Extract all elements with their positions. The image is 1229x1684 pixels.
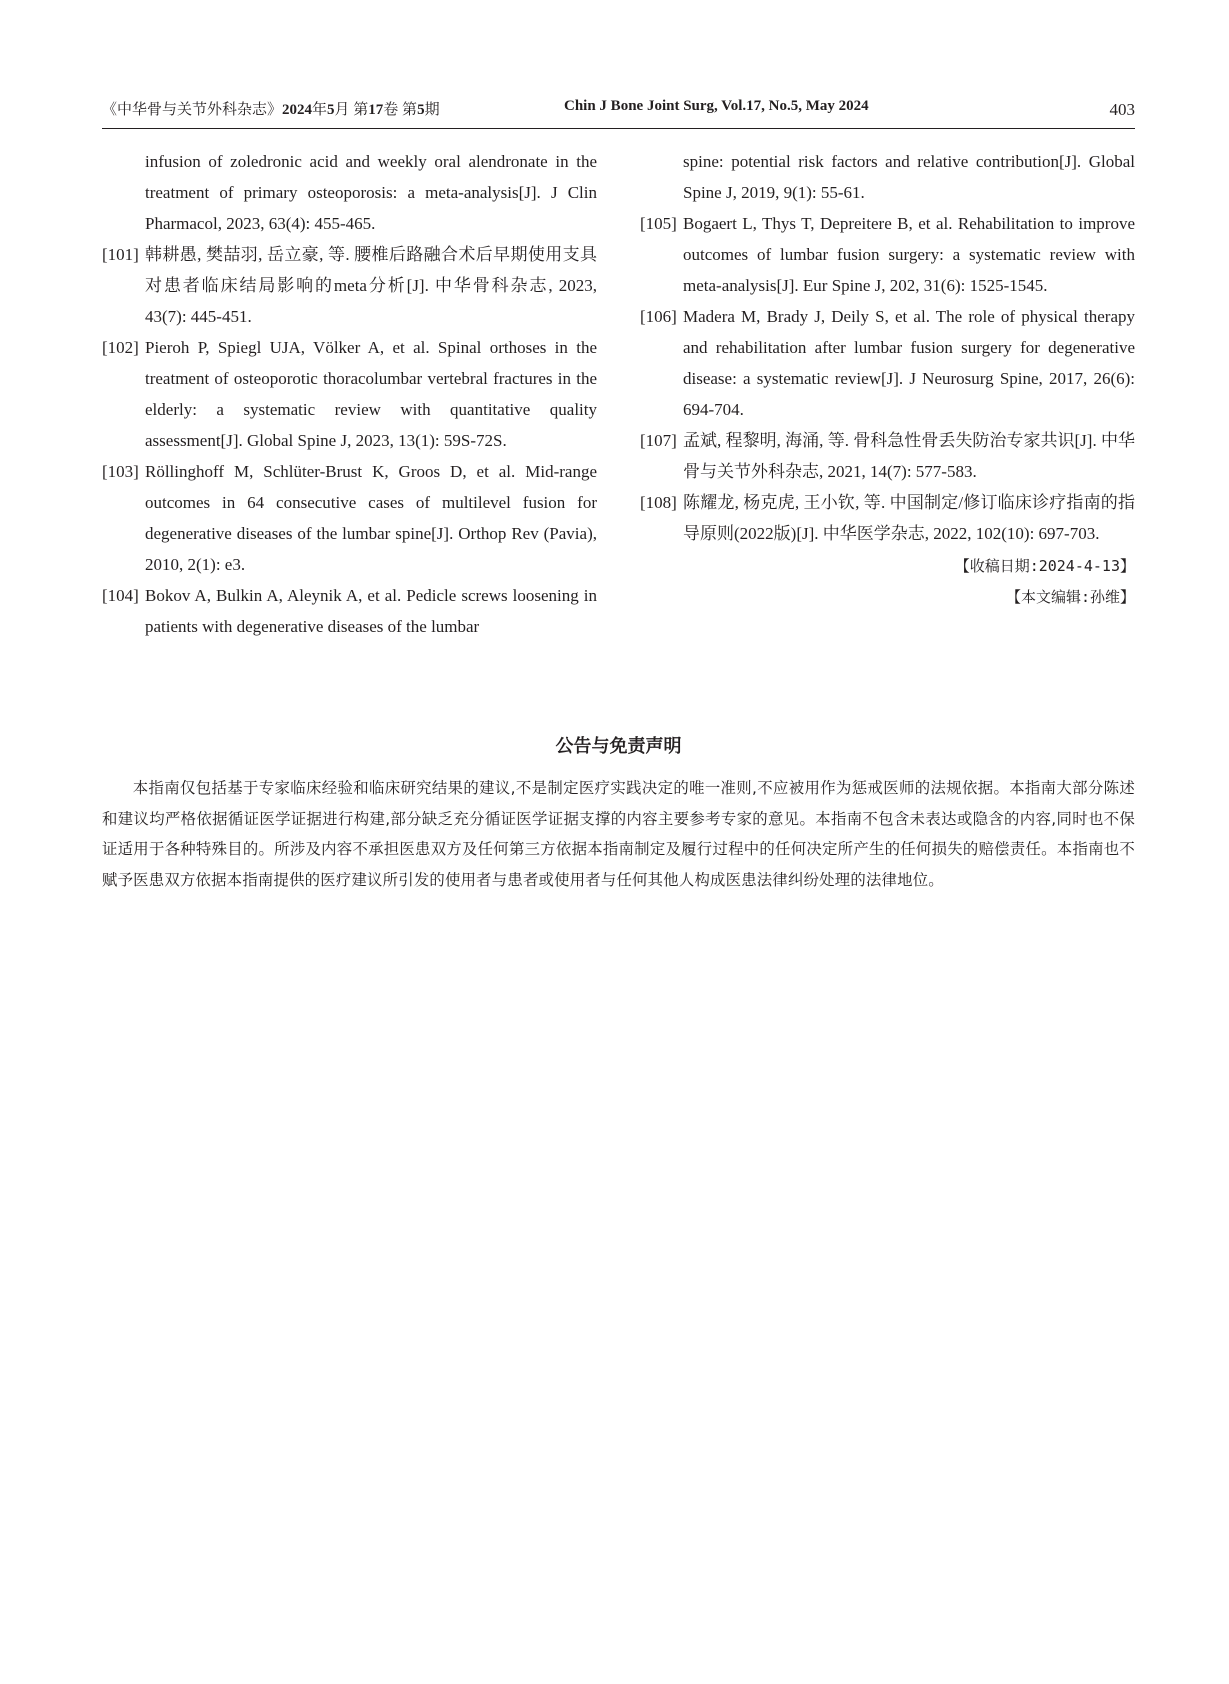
reference-text: Bokov A, Bulkin A, Aleynik A, et al. Pedicle screws loosening in patients with degenerative diseases of the lumbar bbox=[145, 586, 597, 636]
reference-text: 韩耕愚, 樊喆羽, 岳立豪, 等. 腰椎后路融合术后早期使用支具对患者临床结局影响的meta分析[J]. 中华骨科杂志, 2023, 43(7): 445-451. bbox=[145, 245, 597, 326]
reference-item bbox=[640, 487, 1135, 549]
reference-number: [106] bbox=[640, 307, 677, 326]
reference-item bbox=[102, 580, 597, 642]
reference-item bbox=[102, 456, 597, 580]
reference-item bbox=[102, 239, 597, 332]
reference-number: [105] bbox=[640, 214, 677, 233]
reference-item bbox=[102, 332, 597, 456]
reference-number: [104] bbox=[102, 586, 139, 605]
reference-text: Madera M, Brady J, Deily S, et al. The role of physical therapy and rehabilitation after lumbar fusion surgery for degenerative disease: a systematic review[J]. J Neurosurg Spine, 2017, 26(6): 694-704. bbox=[683, 307, 1135, 419]
reference-continuation: spine: potential risk factors and relative contribution[J]. Global Spine J, 2019, 9(1): 55-61. bbox=[683, 152, 1135, 202]
header-journal-en: Chin J Bone Joint Surg, Vol.17, No.5, May 2024 bbox=[564, 98, 869, 114]
reference-item bbox=[640, 301, 1135, 425]
reference-text: 孟斌, 程黎明, 海涌, 等. 骨科急性骨丢失防治专家共识[J]. 中华骨与关节外科杂志, 2021, 14(7): 577-583. bbox=[683, 431, 1135, 481]
reference-number: [107] bbox=[640, 431, 677, 450]
running-header bbox=[102, 98, 1135, 120]
reference-text: Bogaert L, Thys T, Depreitere B, et al. Rehabilitation to improve outcomes of lumbar fusion surgery: a systematic review with meta-analysis[J]. Eur Spine J, 202, 31(6): 1525-1545. bbox=[683, 214, 1135, 295]
received-date: 【收稿日期:2024-4-13】 bbox=[954, 557, 1135, 575]
header-rule bbox=[102, 128, 1135, 129]
reference-number: [102] bbox=[102, 338, 139, 357]
references-left-column bbox=[102, 146, 597, 642]
notice-body: 本指南仅包括基于专家临床经验和临床研究结果的建议,不是制定医疗实践决定的唯一准则,不应被用作为惩戒医师的法规依据。本指南大部分陈述和建议均严格依据循证医学证据进行构建,部分缺乏充分循证医学证据支撑的内容主要参考专家的意见。本指南不包含未表达或隐含的内容,同时也不保证适用于各种特殊目的。所涉及内容不承担医患双方及任何第三方依据本指南制定及履行过程中的任何决定所产生的任何损失的赔偿责任。本指南也不赋予医患双方依据本指南提供的医疗建议所引发的使用者与患者或使用者与任何其他人构成医患法律纠纷处理的法律地位。 bbox=[102, 779, 1135, 889]
editor-credit: 【本文编辑:孙维】 bbox=[1005, 588, 1135, 606]
reference-number: [103] bbox=[102, 462, 139, 481]
reference-text: Pieroh P, Spiegl UJA, Völker A, et al. Spinal orthoses in the treatment of osteoporotic thoracolumbar vertebral fractures in the elderly: a systematic review with quantitative quality assessment[J]. Global Spine J, 2023, 13(1): 59S-72S. bbox=[145, 338, 597, 450]
reference-text: 陈耀龙, 杨克虎, 王小钦, 等. 中国制定/修订临床诊疗指南的指导原则(2022版)[J]. 中华医学杂志, 2022, 102(10): 697-703. bbox=[683, 493, 1135, 543]
reference-continuation: infusion of zoledronic acid and weekly oral alendronate in the treatment of primary osteoporosis: a meta-analysis[J]. J Clin Pharmacol, 2023, 63(4): 455-465. bbox=[145, 152, 597, 233]
references-right-column bbox=[640, 146, 1135, 613]
reference-text: Röllinghoff M, Schlüter-Brust K, Groos D, et al. Mid-range outcomes in 64 consecutive cases of multilevel fusion for degenerative diseases of the lumbar spine[J]. Orthop Rev (Pavia), 2010, 2(1): e3. bbox=[145, 462, 597, 574]
page-number: 403 bbox=[1109, 100, 1135, 119]
header-journal-cn: 《中华骨与关节外科杂志》2024年5月 第17卷 第5期 bbox=[102, 102, 440, 118]
reference-number: [108] bbox=[640, 493, 677, 512]
notice-title: 公告与免责声明 bbox=[555, 736, 682, 757]
reference-item bbox=[640, 425, 1135, 487]
reference-item bbox=[640, 208, 1135, 301]
reference-number: [101] bbox=[102, 245, 139, 264]
